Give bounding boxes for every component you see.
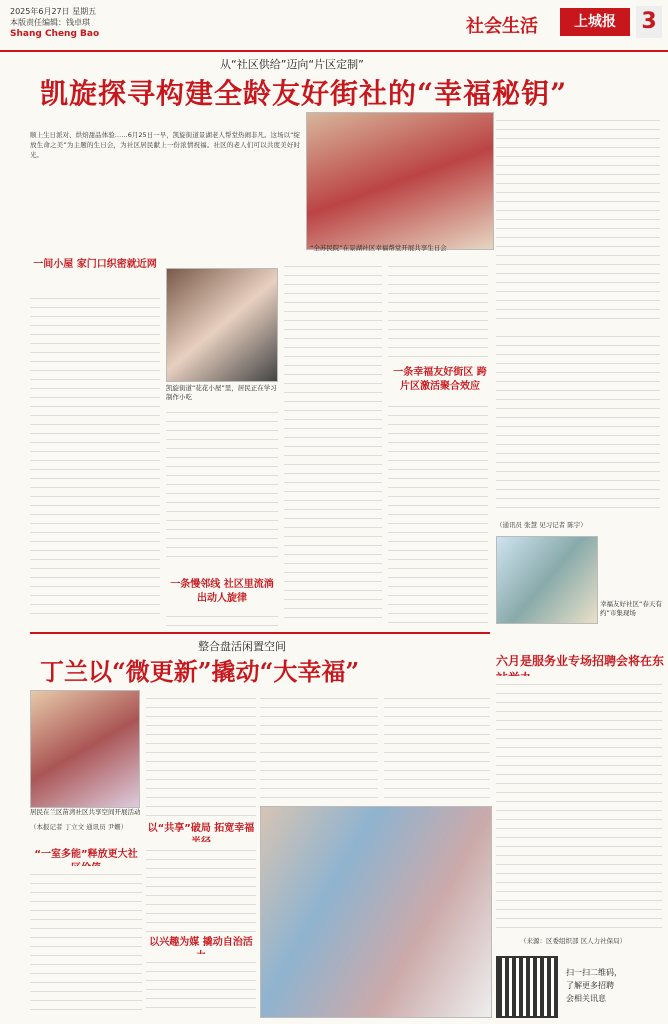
page-number: 3 [636,6,662,38]
story1-subhead-3: 一条幸福友好街区 跨片区激活聚合效应 [393,367,487,392]
story1-col-f [388,398,488,624]
story2-col-e [260,690,378,800]
editor-credit: 本版责任编辑：钱卓琪 [10,18,90,27]
story2-credit: （本报记者 丁立文 通讯员 尹姗） [30,823,128,831]
story3-credit: （来源：区委组织部 区人力社保局） [520,937,627,945]
story2-col-d [146,954,256,1016]
photo-shared-space [30,690,140,808]
qr-code-icon[interactable] [496,956,558,1018]
photo-birthday-party [306,112,494,250]
story2-col-f [384,690,490,800]
story3-headline: 六月是服务业专场招聘会将在东 [496,654,665,668]
story2-kicker: 整合盘活闲置空间 [198,640,286,653]
story1-credit: （通讯员 张慧 见习记者 陈宇） [496,521,587,529]
story2-subhead-2: 以“共享”破局 拓宽幸福 [147,823,255,834]
story3-body [496,676,662,934]
story1-col-a [30,290,160,622]
paper-logo: 上城报 [560,8,630,36]
story1-subhead-2: 一条慢邻线 社区里流淌出动人旋律 [170,579,274,604]
qr-line-2: 了解更多招聘 [566,981,614,990]
photo1-caption: “全苏民院”在景湖社区幸福帮堂开展共享生日会 [310,244,447,252]
story2-col-b [146,690,256,818]
story1-col-b [166,404,278,564]
photo-flower-house [166,268,278,382]
story1-col-g [496,328,660,516]
section-title: 社会生活 [466,16,538,37]
story2-headline: 丁兰以“微更新”撬动“大幸福” [40,657,360,686]
story1-lead: 顺上生日派对、烘焙甜品体验……6月25日一早，凯旋街道景湖老人帮堂热闹非凡。这场以“绽放生命之美”为主题的生日会，为社区居民献上一份浓情祝福。社区的老人们可以共度美好时光。 [30,131,300,159]
story1-col-e [388,258,488,358]
story1-subhead-1: 一间小屋 家门口织密就近网 [33,259,157,270]
photo-interest-class [260,806,492,1018]
story2-col-a [30,866,142,1016]
masthead [0,0,668,52]
photo2-caption: 凯旋街道“花花小屋”里，居民正在学习制作小吃 [166,384,277,401]
publication-name: Shang Cheng Bao [10,29,100,39]
divider [30,632,490,634]
story1-col-c [166,608,278,626]
story1-headline: 凯旋探寻构建全龄友好街社的“幸福秘钥” [40,77,568,110]
story1-col-d [284,258,382,622]
qr-prompt [566,966,622,1005]
story1-kicker: 从“社区供给”迈向“片区定制” [220,58,364,71]
story2-subhead-1: “一室多能”释放更大社 [34,849,138,860]
story1-text-right [496,112,660,324]
story2-subhead-3: 以兴趣为媒 撬动自治活 [149,937,253,948]
issue-date: 2025年6月27日 星期五 [10,7,97,16]
story2-photo-caption: 居民在兰区苗湾社区共享空间开展活动 [30,808,141,816]
qr-line-3: 会相关讯息 [566,994,606,1003]
qr-line-1: 扫一扫二维码， [566,968,622,977]
photo-spring-market [496,536,598,624]
story2-col-c [146,842,256,932]
photo3-caption: 幸福友好社区“春天有约”市集现场 [600,600,662,617]
